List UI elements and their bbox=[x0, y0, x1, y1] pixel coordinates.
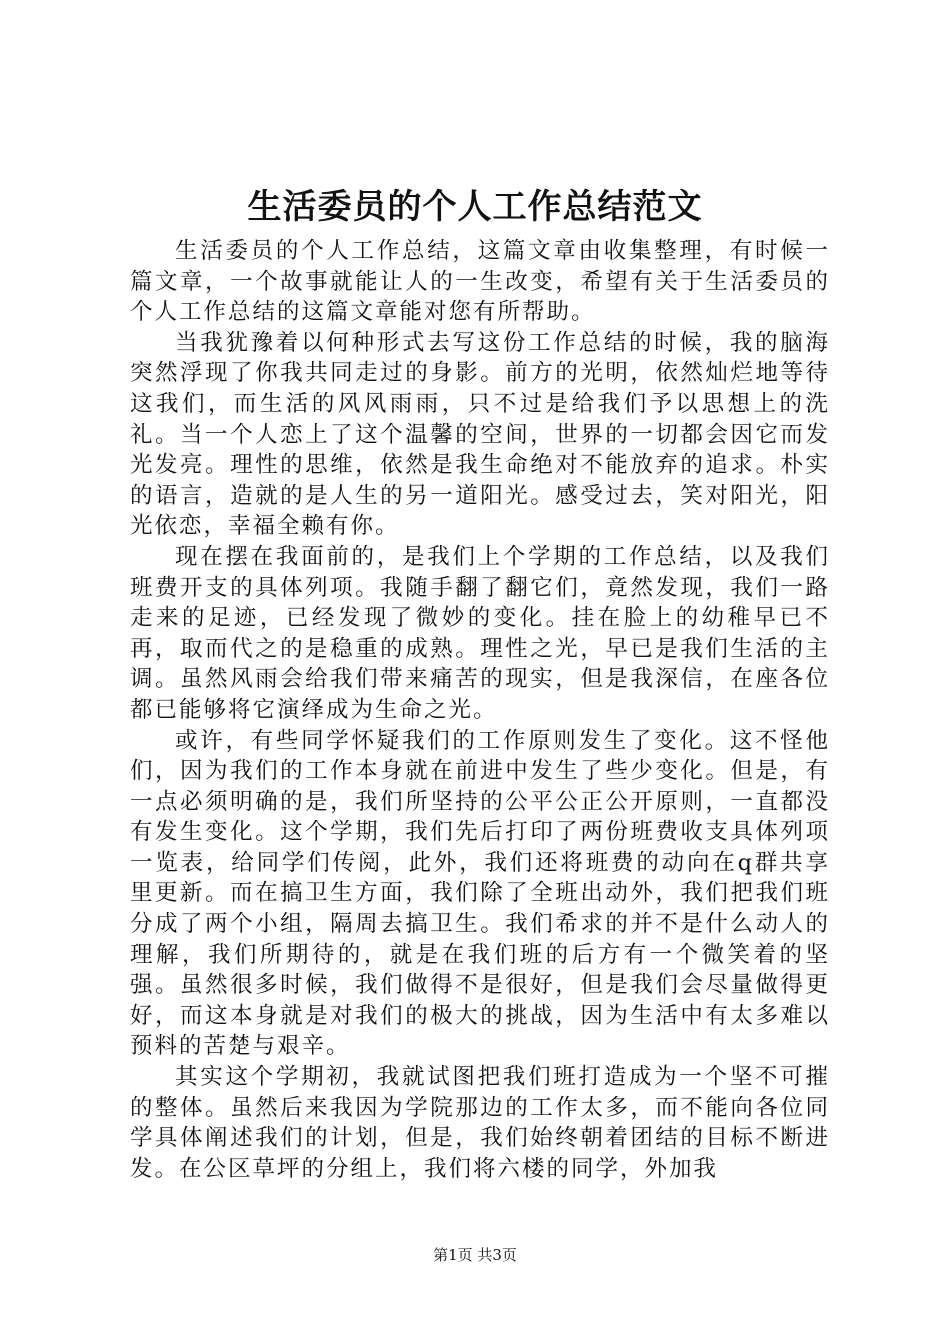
paragraph-3: 现在摆在我面前的，是我们上个学期的工作总结，以及我们班费开支的具体列项。我随手翻了翻它们，竟然发现，我们一路走来的足迹，已经发现了微妙的变化。挂在脸上的幼稚早已不再，取而代之的是稳重的成熟。理性之光，早已是我们生活的主调。虽然风雨会给我们带来痛苦的现实，但是我深信，在座各位都已能够将它演绎成为生命之光。 bbox=[130, 543, 830, 723]
document-title: 生活委员的个人工作总结范文 bbox=[247, 187, 703, 227]
paragraph-4: 或许，有些同学怀疑我们的工作原则发生了变化。这不怪他们，因为我们的工作本身就在前进中发生了些少变化。但是，有一点必须明确的是，我们所坚持的公平公正公开原则，一直都没有发生变化。这个学期，我们先后打印了两份班费收支具体列项一览表，给同学们传阅，此外，我们还将班费的动向在q群共享里更新。而在搞卫生方面，我们除了全班出动外，我们把我们班分成了两个小组，隔周去搞卫生。我们希求的并不是什么动人的理解，我们所期待的，就是在我们班的后方有一个微笑着的坚强。虽然很多时候，我们做得不是很好，但是我们会尽量做得更好，而这本身就是对我们的极大的挑战，因为生活中有太多难以预料的苦楚与艰辛。 bbox=[130, 727, 830, 1060]
page-number-footer: 第1页 共3页 bbox=[433, 1246, 517, 1264]
paragraph-5: 其实这个学期初，我就试图把我们班打造成为一个坚不可摧的整体。虽然后来我因为学院那边的工作太多，而不能向各位同学具体阐述我们的计划，但是，我们始终朝着团结的目标不断进发。在公区草坪的分组上，我们将六楼的同学，外加我 bbox=[130, 1064, 830, 1182]
paragraph-2: 当我犹豫着以何种形式去写这份工作总结的时候，我的脑海突然浮现了你我共同走过的身影。前方的光明，依然灿烂地等待这我们，而生活的风风雨雨，只不过是给我们予以思想上的洗礼。当一个人恋上了这个温馨的空间，世界的一切都会因它而发光发亮。理性的思维，依然是我生命绝对不能放弃的追求。朴实的语言，造就的是人生的另一道阳光。感受过去，笑对阳光，阳光依恋，幸福全赖有你。 bbox=[130, 329, 830, 540]
document-body bbox=[130, 236, 830, 1184]
paragraph-1: 生活委员的个人工作总结，这篇文章由收集整理，有时候一篇文章，一个故事就能让人的一生改变，希望有关于生活委员的个人工作总结的这篇文章能对您有所帮助。 bbox=[130, 238, 830, 326]
